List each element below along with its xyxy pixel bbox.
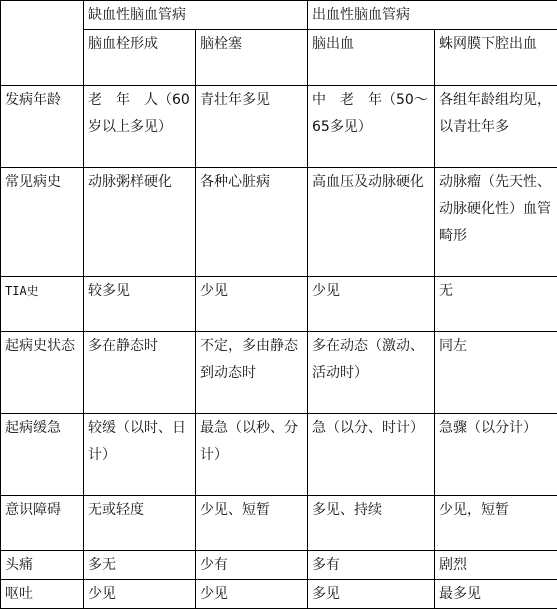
cell-embolism: 青壮年多见 <box>196 86 308 168</box>
cell-thrombosis: 较多见 <box>84 277 196 332</box>
table-row <box>1 332 557 414</box>
cell-thrombosis: 多无 <box>84 551 196 580</box>
cell-hemorrhage: 多在动态（激动、活动时） <box>308 332 435 414</box>
cell-embolism: 少见 <box>196 580 308 609</box>
cell-subarachnoid: 同左 <box>435 332 557 414</box>
cell-hemorrhage: 多有 <box>308 551 435 580</box>
cell-subarachnoid: 各组年龄组均见，以青壮年多 <box>435 86 557 168</box>
cell-subarachnoid: 少见，短暂 <box>435 496 557 551</box>
table-row <box>1 86 557 168</box>
cell-thrombosis: 少见 <box>84 580 196 609</box>
table-row <box>1 580 557 609</box>
table-row <box>1 277 557 332</box>
cell-subarachnoid: 剧烈 <box>435 551 557 580</box>
cell-subarachnoid: 动脉瘤（先天性、动脉硬化性）血管畸形 <box>435 168 557 277</box>
corner-cell <box>1 1 84 86</box>
row-label: 起病史状态 <box>1 332 84 414</box>
col-header-hemorrhage: 脑出血 <box>308 30 435 86</box>
cell-hemorrhage: 少见 <box>308 277 435 332</box>
cell-embolism: 少见 <box>196 277 308 332</box>
col-header-embolism: 脑栓塞 <box>196 30 308 86</box>
row-label: 头痛 <box>1 551 84 580</box>
table-row <box>1 168 557 277</box>
cell-subarachnoid: 最多见 <box>435 580 557 609</box>
table-row <box>1 414 557 496</box>
cell-embolism: 少有 <box>196 551 308 580</box>
cell-thrombosis: 动脉粥样硬化 <box>84 168 196 277</box>
cell-embolism: 不定，多由静态到动态时 <box>196 332 308 414</box>
col-header-subarachnoid: 蛛网膜下腔出血 <box>435 30 557 86</box>
row-label: TIA史 <box>1 277 84 332</box>
row-label: 呕吐 <box>1 580 84 609</box>
row-label: 意识障碍 <box>1 496 84 551</box>
cell-subarachnoid: 急骤（以分计） <box>435 414 557 496</box>
cell-embolism: 最急（以秒、分计） <box>196 414 308 496</box>
header-row-columns <box>1 30 557 86</box>
cell-thrombosis: 老 年 人（60岁以上多见） <box>84 86 196 168</box>
col-header-thrombosis: 脑血栓形成 <box>84 30 196 86</box>
row-label: 发病年龄 <box>1 86 84 168</box>
table-row <box>1 496 557 551</box>
cell-hemorrhage: 多见 <box>308 580 435 609</box>
cell-hemorrhage: 中 老 年（50～65多见） <box>308 86 435 168</box>
cell-hemorrhage: 高血压及动脉硬化 <box>308 168 435 277</box>
table-row <box>1 551 557 580</box>
cell-thrombosis: 较缓（以时、日计） <box>84 414 196 496</box>
cell-thrombosis: 无或轻度 <box>84 496 196 551</box>
cell-thrombosis: 多在静态时 <box>84 332 196 414</box>
header-row-groups <box>1 1 557 30</box>
cell-embolism: 各种心脏病 <box>196 168 308 277</box>
cell-embolism: 少见、短暂 <box>196 496 308 551</box>
row-label: 起病缓急 <box>1 414 84 496</box>
group-ischemic-header: 缺血性脑血管病 <box>84 1 308 30</box>
cell-hemorrhage: 多见、持续 <box>308 496 435 551</box>
cell-hemorrhage: 急（以分、时计） <box>308 414 435 496</box>
group-hemorrhagic-header: 出血性脑血管病 <box>308 1 557 30</box>
row-label: 常见病史 <box>1 168 84 277</box>
cell-subarachnoid: 无 <box>435 277 557 332</box>
